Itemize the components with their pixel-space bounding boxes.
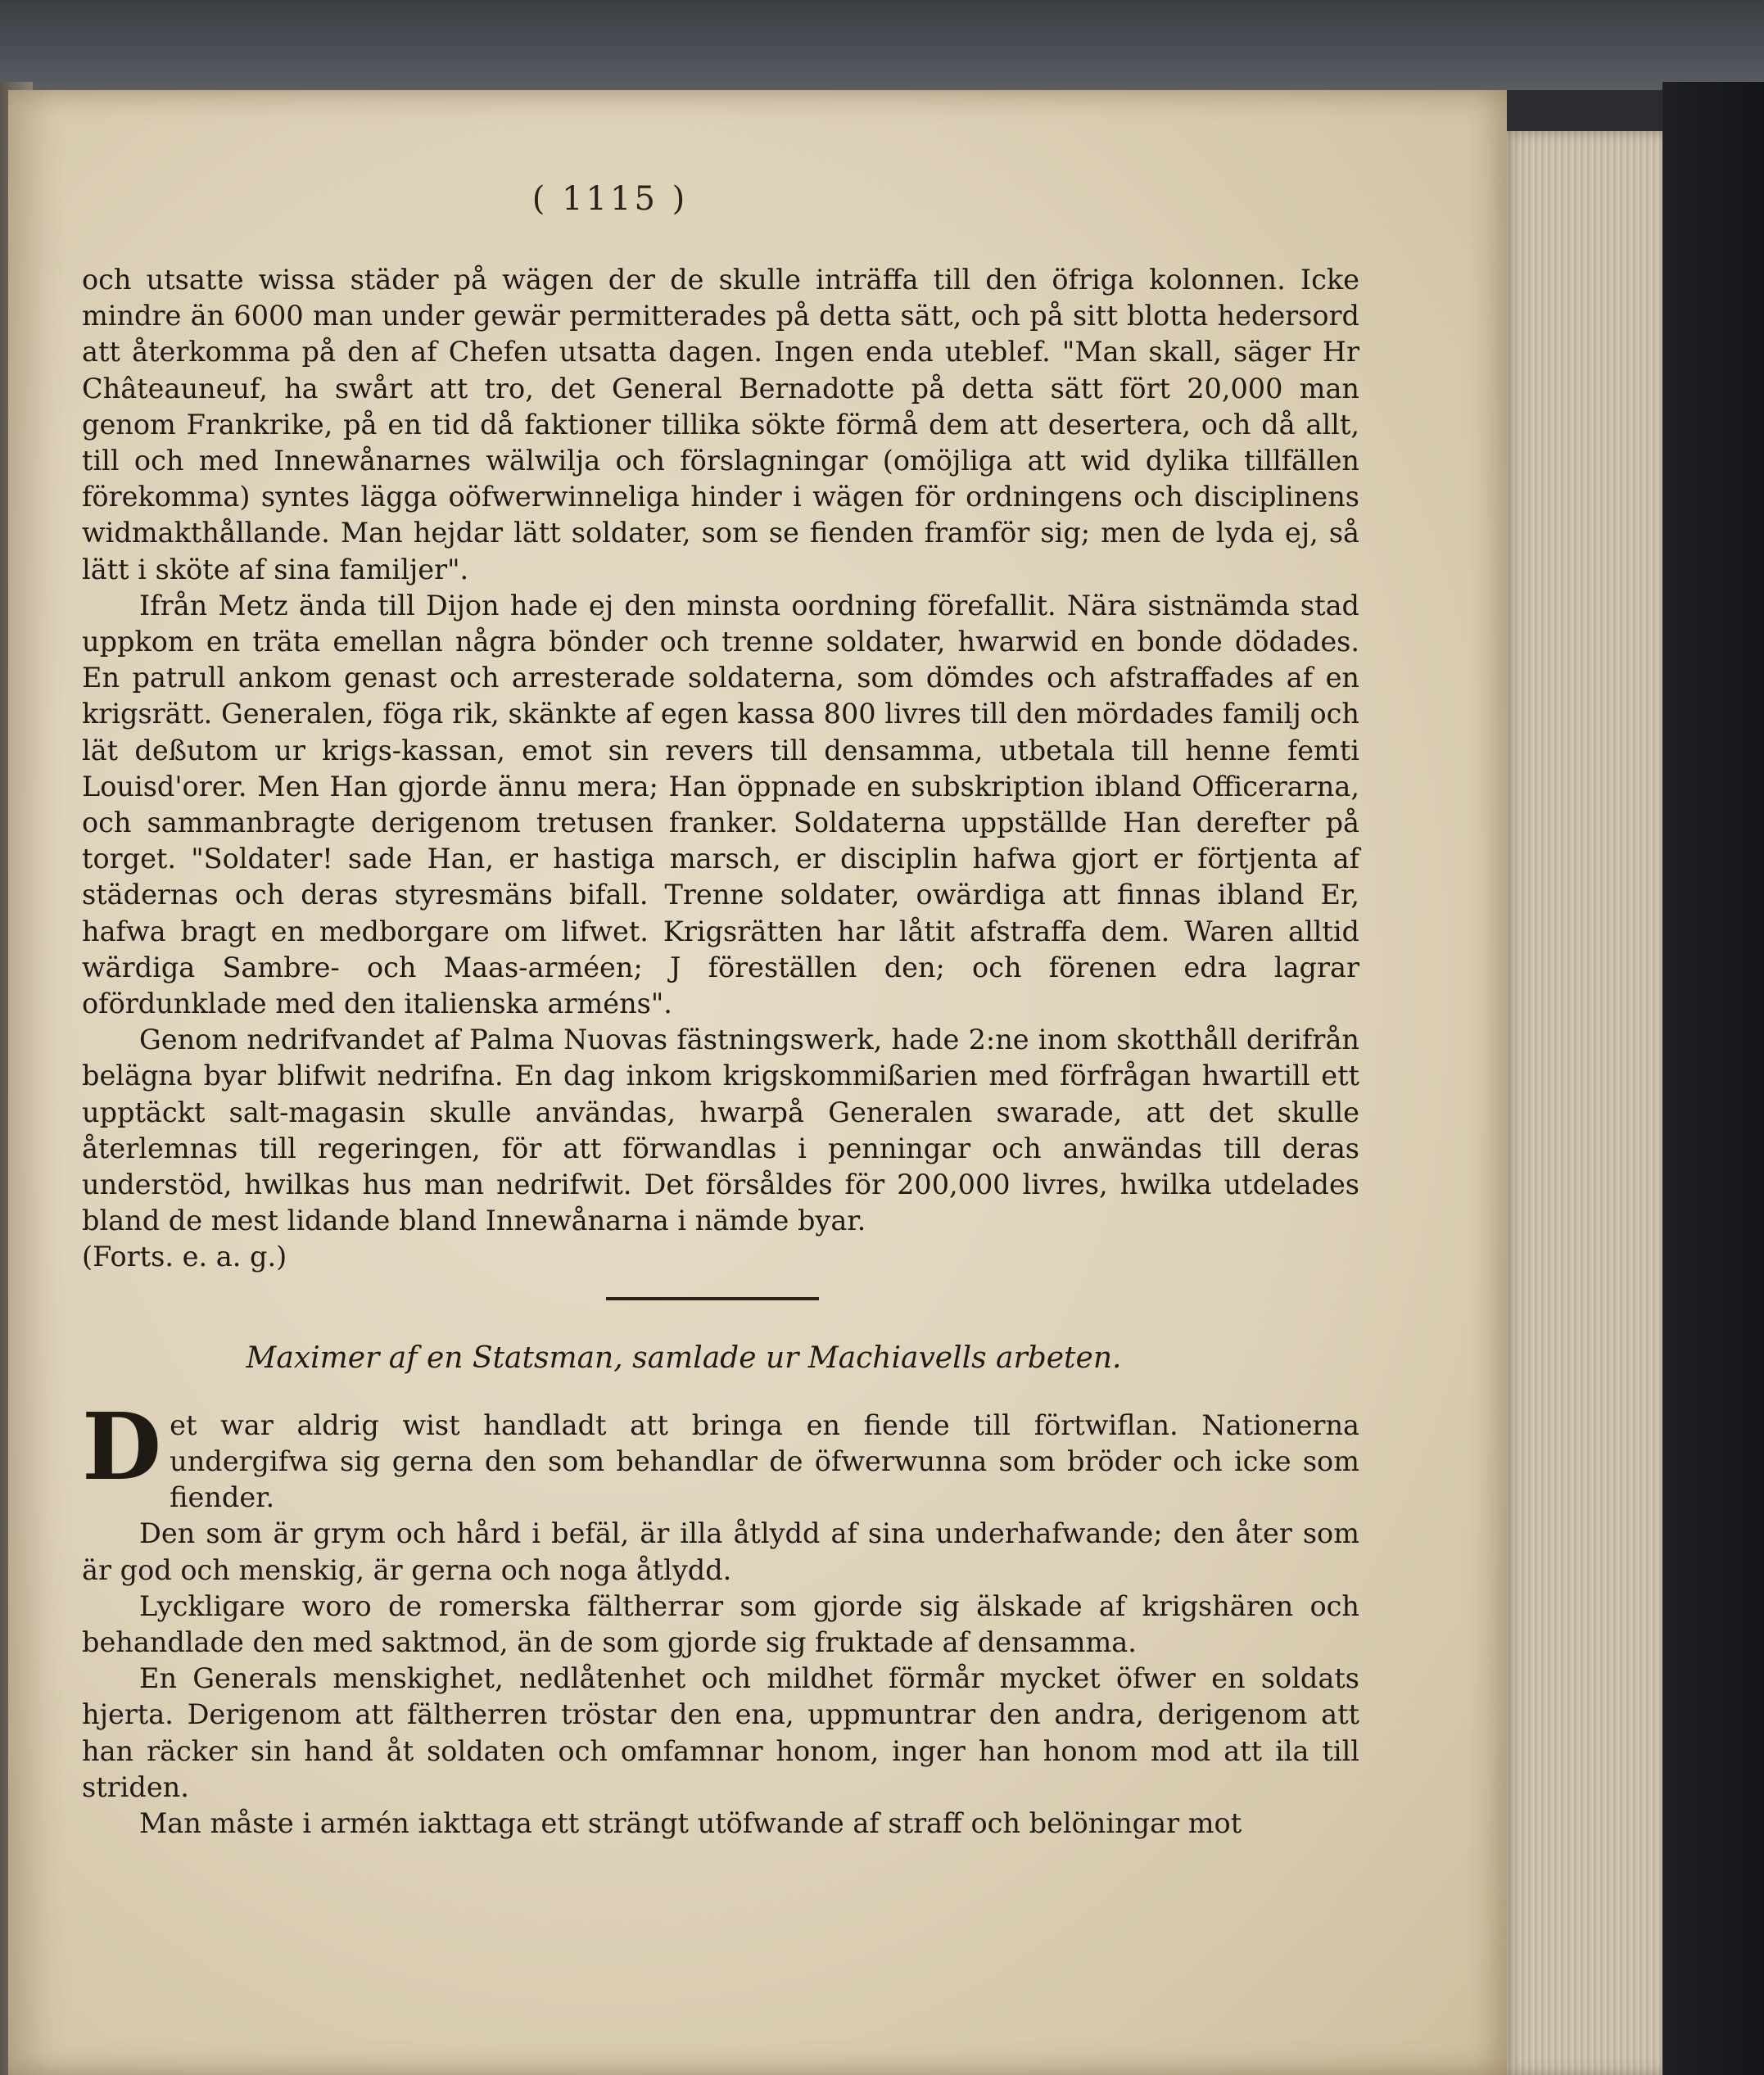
maxim-2: Den som är grym och hård i befäl, är illa åtlydd af sina underhafwande; den åter som är god och menskig, är gerna och noga åtlydd.: [82, 1517, 1359, 1586]
page-fore-edges: [1499, 131, 1662, 2075]
maxim-5: Man måste i armén iakttaga ett strängt utöfwande af straff och belöningar mot: [139, 1806, 1242, 1839]
section-title: Maximer af en Statsman, samlade ur Machiavells arbeten.: [246, 1340, 1122, 1375]
maxim-1: [82, 1393, 1359, 1517]
maxim-3: Lyckligare woro de romerska fältherrar som gjorde sig älskade af krigshären och behandlade den med saktmod, än de som gjorde sig fruktade af densamma.: [82, 1589, 1359, 1658]
paragraph-3: Genom nedrifvandet af Palma Nuovas fästningswerk, hade 2:ne inom skotthåll derifrån belägna byar blifwit nedrifna. En dag inkom krigskommißarien med förfrågan hwartill ett upptäckt salt-magasin skulle användas, hwarpå Generalen swarade, att det skulle återlemnas till regeringen, för att förwandlas i penningar och anwändas till deras understöd, hwilkas hus man nedrifwit. Det försåldes för 200,000 livres, hwilka utdelades bland de mest lidande bland Innewånarna i nämde byar.: [82, 1024, 1359, 1237]
page-content: [82, 262, 1359, 1842]
book-page: [8, 90, 1507, 2075]
maxim-1-text: et war aldrig wist handladt att bringa en fiende till förtwiflan. Nationerna undergifwa sig gerna den som behandlar de öfwerwunna som bröder och icke som fiender.: [170, 1408, 1359, 1514]
continued-note: (Forts. e. a. g.): [82, 1241, 287, 1273]
page-number: ( 1115 ): [531, 180, 689, 218]
section-divider: [606, 1297, 819, 1300]
book-cover-edge: [1662, 82, 1764, 2075]
maxims-section: [82, 1393, 1359, 1842]
scanner-background-top: [0, 0, 1764, 90]
paragraph-2: Ifrån Metz ända till Dijon hade ej den minsta oordning förefallit. Nära sistnämda stad uppkom en träta emellan några bönder och trenne soldater, hwarwid en bonde dödades. En patrull ankom genast och arresterade soldaterna, som dömdes och afstraffades af en krigsrätt. Generalen, föga rik, skänkte af egen kassa 800 livres till den mördades familj och lät deßutom ur krigs-kassan, emot sin revers till densamma, utbetala till henne femti Louisd'orer. Men Han gjorde ännu mera; Han öppnade en subskription ibland Officerarna, och sammanbragte derigenom tretusen franker. Soldaterna uppställde Han derefter på torget. "Soldater! sade Han, er hastiga marsch, er disciplin hafwa gjort er förtjenta af städernas och deras styresmäns bifall. Trenne soldater, owärdiga att finnas ibland Er, hafwa bragt en medborgare om lifwet. Krigsrätten har låtit afstraffa dem. Waren alltid wärdiga Sambre- och Maas-arméen; J föreställen den; och förenen edra lagrar ofördunklade med den italienska arméns".: [82, 589, 1359, 1020]
drop-cap: D: [82, 1393, 162, 1501]
article-continuation: [82, 262, 1359, 1276]
maxim-4: En Generals menskighet, nedlåtenhet och mildhet förmår mycket öfwer en soldats hjerta. Derigenom att fältherren tröstar den ena, uppmuntrar den andra, derigenom att han räcker sin hand åt soldaten och omfamnar honom, inger han honom mod att ila till striden.: [82, 1662, 1359, 1803]
paragraph-1: och utsatte wissa städer på wägen der de skulle inträffa till den öfriga kolonnen. Icke mindre än 6000 man under gewär permitterades på detta sätt, och på sitt blotta hedersord att återkomma på den af Chefen utsatta dagen. Ingen enda uteblef. "Man skall, säger Hr Châteauneuf, ha swårt att tro, det General Bernadotte på detta sätt fört 20,000 man genom Frankrike, på en tid då faktioner tillika sökte förmå dem att desertera, och då allt, till och med Innewånarnes wälwilja och förslagningar (omöjliga att wid dylika tillfällen förekomma) syntes lägga oöfwerwinneliga hinder i wägen för ordningens och disciplinens widmakthållande. Man hejdar lätt soldater, som se fienden framför sig; men de lyda ej, så lätt i sköte af sina familjer".: [82, 264, 1359, 585]
